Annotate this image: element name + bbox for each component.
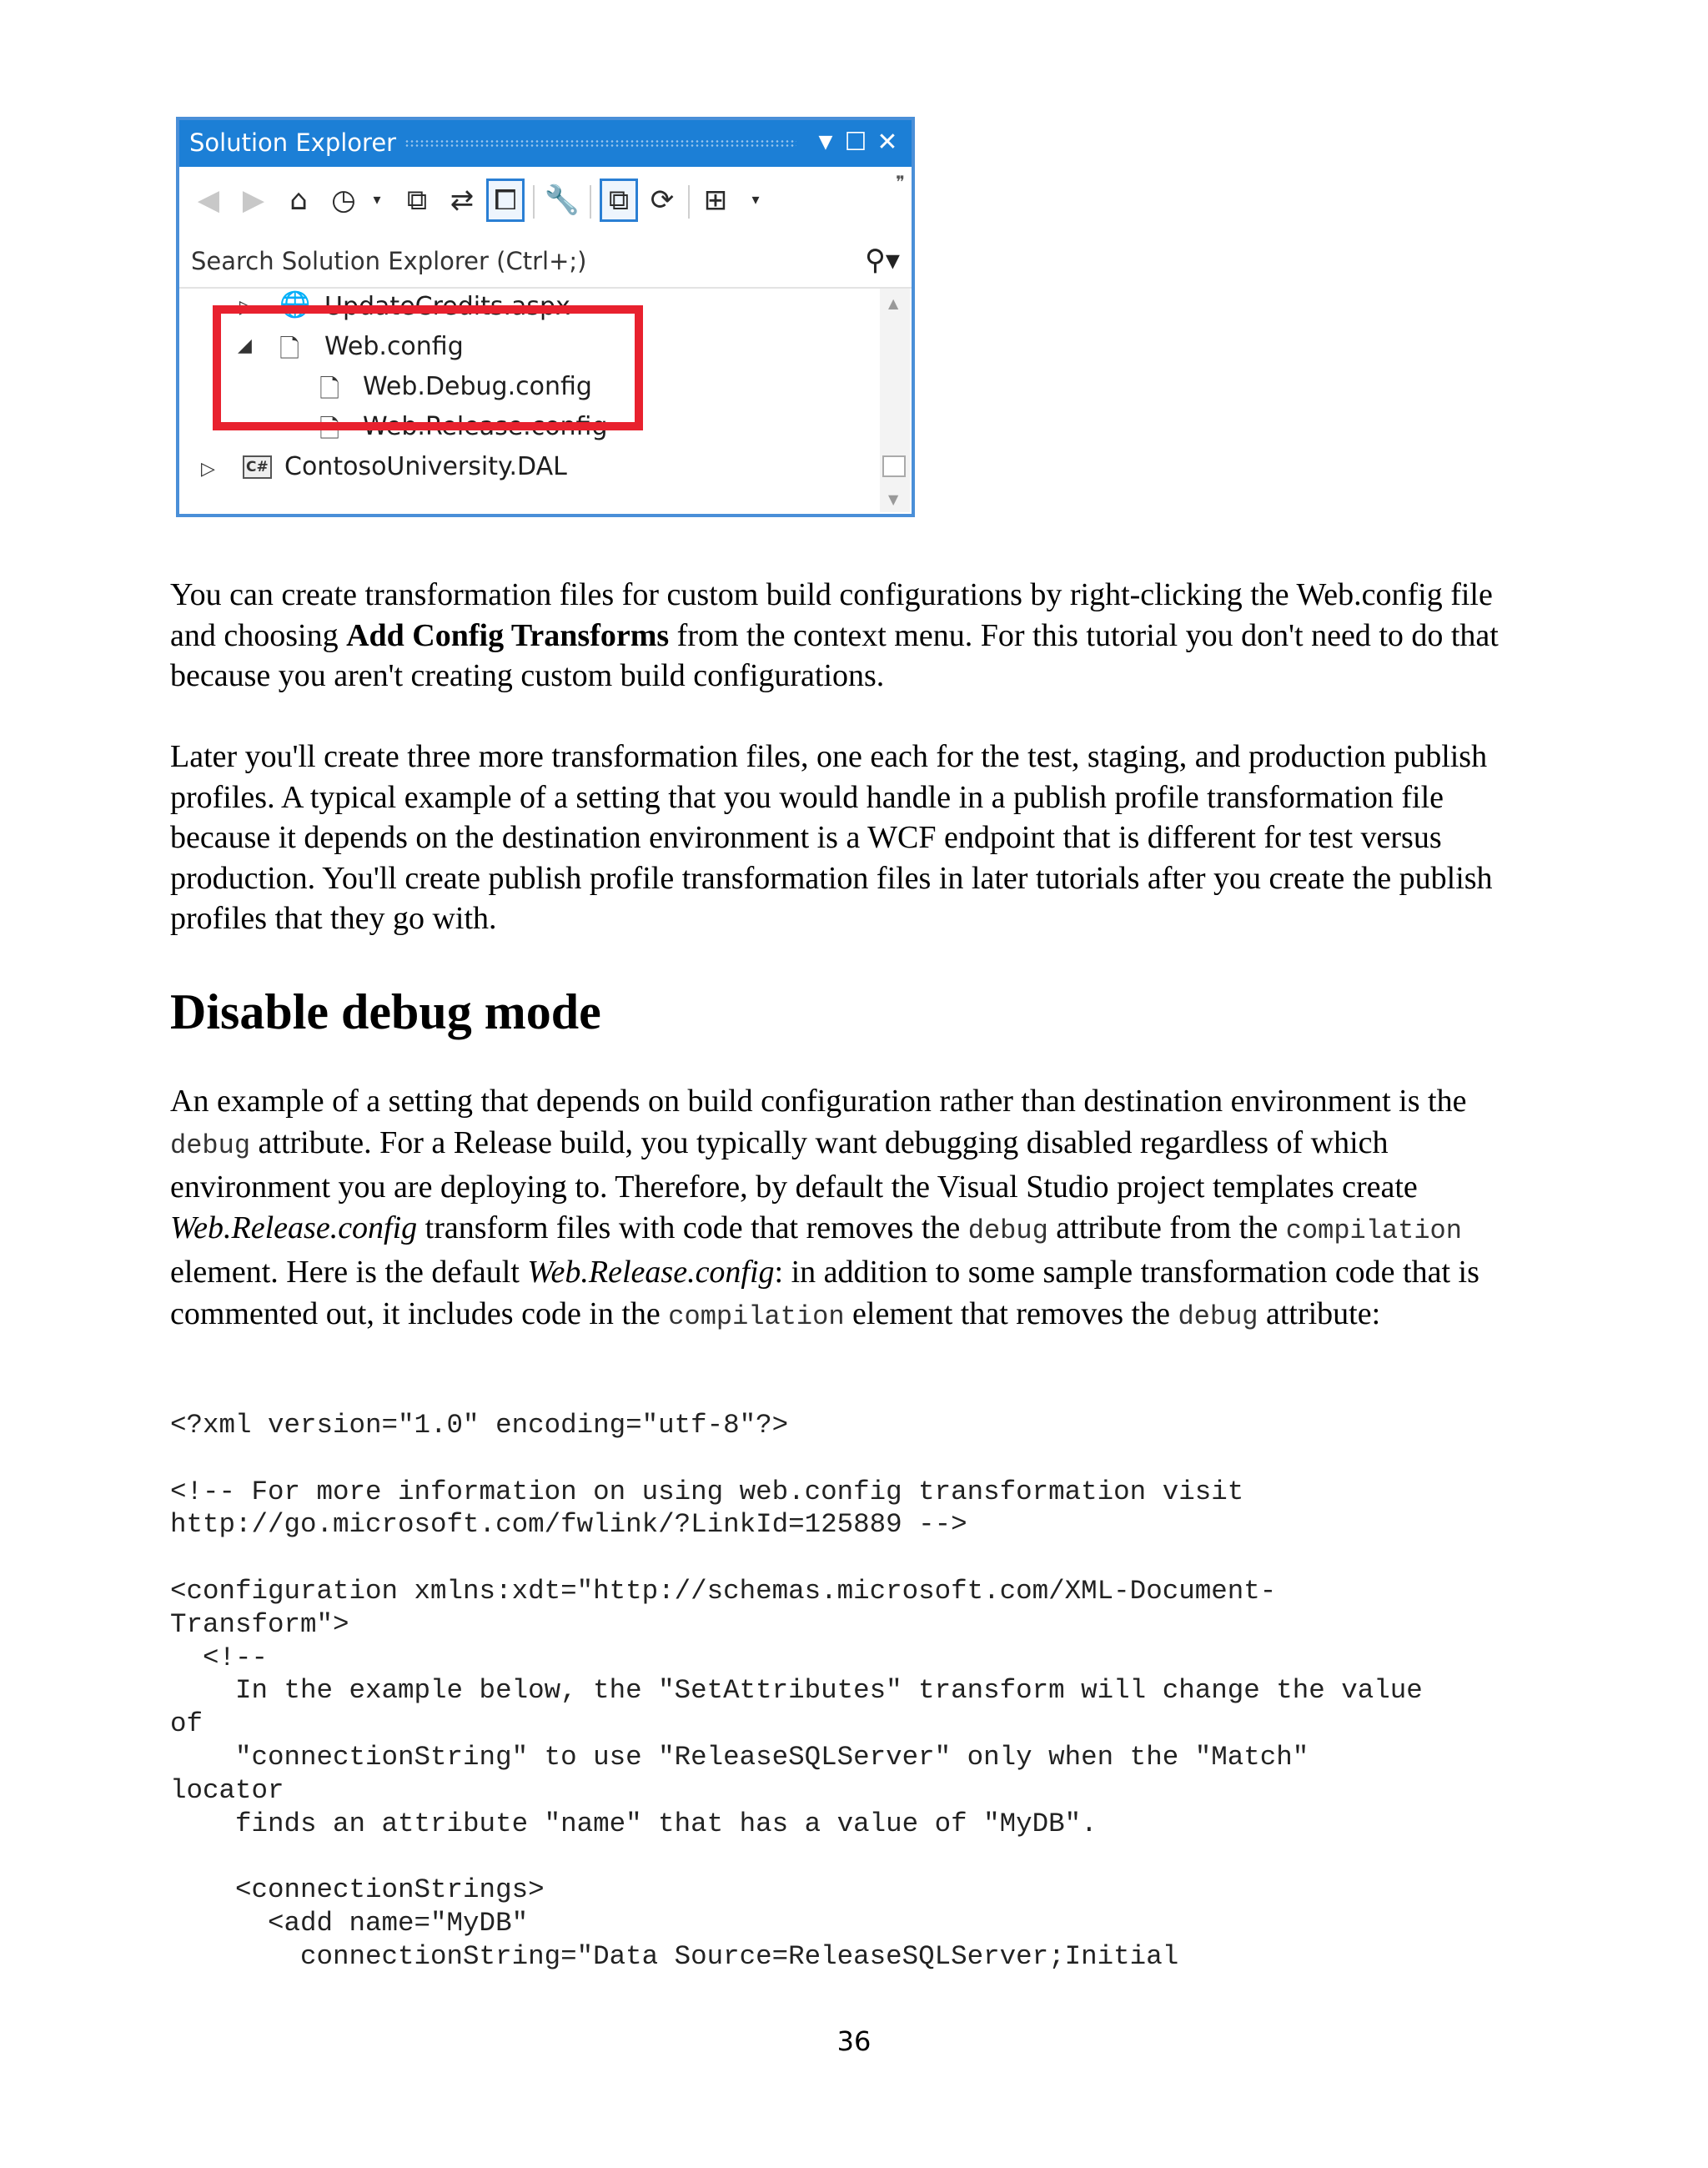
expand-arrow-icon[interactable]: ▷ (201, 459, 215, 480)
scroll-thumb[interactable] (882, 455, 906, 477)
toolbar-separator (590, 185, 591, 219)
chevron-down-icon[interactable]: ▾ (373, 191, 381, 209)
paragraph-add-config-transforms: You can create transformation files for custom build configurations by right-clicking the Web.config file and choosing Add Config Transforms from the context menu. For this tutorial you don't need to do that because you aren't creating custom build configurations. (170, 577, 1499, 693)
pending-changes-filter-icon[interactable]: ◷ (331, 184, 356, 217)
scroll-down-icon[interactable]: ▼ (888, 491, 899, 507)
paragraph-debug-attribute: An example of a setting that depends on build configuration rather than destination environment is the debug attribute. For a Release build, you typically want debugging disabled regardless of which environment you are deploying to. Therefore, by default the Visual Studio project templates create Web.Release.config transform files with code that removes the debug attribute from the compilation element. Here is the default Web.Release.config: in addition to some sample transformation code that is commented out, it includes code in the compilation element that removes the debug attribute: (170, 1084, 1479, 1332)
scroll-up-icon[interactable]: ▲ (888, 295, 899, 311)
inline-code: debug (170, 1129, 251, 1161)
sync-with-document-icon[interactable]: ⇄ (450, 184, 475, 217)
tree-item-web-config[interactable]: Web.config (324, 332, 464, 361)
properties-wrench-icon[interactable]: 🔧 (544, 184, 580, 217)
inline-code: compilation (668, 1300, 845, 1332)
expand-arrow-icon[interactable]: ▷ (239, 297, 254, 318)
section-heading: Disable debug mode (170, 984, 601, 1039)
drag-grip[interactable] (404, 139, 796, 148)
solution-explorer-toolbar (179, 167, 912, 237)
preview-selected-items-icon[interactable]: ⧉ (600, 179, 638, 222)
inline-code: debug (1178, 1300, 1258, 1332)
config-file-icon: 🗋 (279, 335, 300, 364)
bold-menu-command: Add Config Transforms (346, 617, 670, 653)
chevron-down-icon[interactable]: ▾ (751, 191, 760, 209)
maximize-icon[interactable]: ☐ (844, 128, 867, 157)
tree-item-updatecredits[interactable]: UpdateCredits.aspx (324, 292, 570, 321)
inline-code: debug (967, 1215, 1048, 1247)
tree-item-web-release-config[interactable]: Web.Release.config (363, 412, 608, 441)
page-number: 36 (836, 2025, 872, 2057)
solution-explorer-search[interactable] (179, 237, 912, 289)
forward-icon[interactable]: ▶ (242, 184, 265, 217)
collapse-arrow-icon[interactable]: ◢ (238, 335, 252, 356)
globe-icon: 🌐 (279, 290, 311, 319)
back-icon[interactable]: ◀ (197, 184, 220, 217)
tree-item-contosouniversity-dal[interactable]: ContosoUniversity.DAL (284, 452, 567, 481)
highlight-rectangle (213, 305, 643, 430)
view-class-diagram-icon[interactable]: ⊞ (703, 184, 728, 217)
solution-explorer-panel (176, 117, 915, 517)
csharp-project-icon: C# (243, 455, 272, 479)
italic-filename: Web.Release.config (170, 1210, 418, 1246)
toolbar-overflow-icon[interactable]: ❞ (896, 172, 905, 192)
search-icon[interactable]: ⚲▾ (865, 244, 900, 277)
window-position-dropdown-icon[interactable]: ▼ (818, 132, 833, 153)
config-file-icon: 🗋 (319, 375, 340, 404)
show-all-files-icon[interactable]: ⧠ (486, 179, 525, 222)
panel-title: Solution Explorer (189, 128, 397, 157)
collapse-all-icon[interactable]: ⧉ (406, 184, 428, 217)
solution-explorer-titlebar (179, 120, 912, 167)
tree-item-web-debug-config[interactable]: Web.Debug.config (363, 372, 592, 401)
italic-filename: Web.Release.config (527, 1255, 775, 1290)
close-icon[interactable]: ✕ (877, 128, 898, 157)
toolbar-separator (533, 185, 535, 219)
config-file-icon: 🗋 (319, 415, 340, 444)
inline-code: compilation (1285, 1215, 1462, 1247)
refresh-icon[interactable]: ⟳ (650, 184, 675, 217)
search-input[interactable]: Search Solution Explorer (Ctrl+;) (191, 247, 587, 275)
toolbar-separator (688, 185, 690, 219)
solution-tree (179, 289, 912, 514)
paragraph-publish-profile-transforms: Later you'll create three more transformation files, one each for the test, staging, and production publish profiles. A typical example of a setting that you would handle in a publish profile transformation file because it depends on the destination environment is a WCF endpoint that is different for test versus production. You'll create publish profile transformation files in later tutorials after you create the publish profiles that they go with. (170, 739, 1493, 936)
home-icon[interactable]: ⌂ (289, 184, 308, 217)
tree-scrollbar[interactable] (880, 289, 910, 512)
code-block: <?xml version="1.0" encoding="utf-8"?> <!-- For more information on using web.config transformation visit http://go.microsoft.com/fwlink/?LinkId=125889 --> <configuration xmlns:xdt="http://schemas.microsoft.com/XML-Document- Transform"> <!-- In the example below, the "SetAttributes" transform will change the value of "connectionString" to use "ReleaseSQLServer" only when the "Match" locator finds an attribute "name" that has a value of "MyDB". <connectionStrings> <add name="MyDB" connectionString="Data Source=ReleaseSQLServer;Initial (170, 1410, 1423, 1972)
